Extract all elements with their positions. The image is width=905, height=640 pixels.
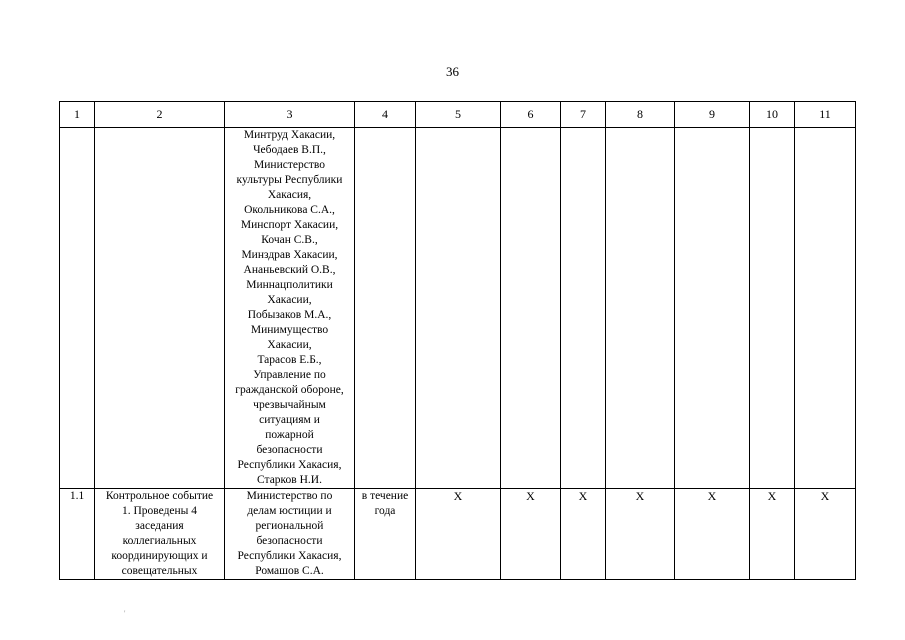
cell-line: чрезвычайным [253, 399, 326, 411]
column-header-10: 10 [750, 102, 795, 128]
column-header-3: 3 [225, 102, 355, 128]
cell-line: Окольникова С.А., [244, 204, 335, 216]
cell-line: культуры Республики [236, 174, 343, 186]
mark-cell-9: X [675, 489, 750, 580]
mark-cell-8: X [606, 489, 675, 580]
cell-line: Побызаков М.А., [247, 309, 332, 321]
column-header-1: 1 [60, 102, 95, 128]
responsible-cell [225, 489, 355, 580]
cell-line: 1. Проведены 4 [121, 505, 198, 517]
cell-line: Тарасов Е.Б., [257, 354, 322, 366]
mark-cell-8 [606, 128, 675, 489]
mark-cell-6 [501, 128, 561, 489]
header-row [60, 102, 856, 128]
cell-line: совещательных [121, 565, 198, 577]
table-row [60, 128, 856, 489]
column-header-7: 7 [561, 102, 606, 128]
cell-line: Минздрав Хакасии, [241, 249, 338, 261]
cell-line: гражданской обороне, [235, 384, 344, 396]
mark-cell-10 [750, 128, 795, 489]
mark-cell-5 [416, 128, 501, 489]
cell-line: Минтруд Хакасии, [243, 129, 336, 141]
cell-line: в течение [361, 490, 409, 502]
cell-line: Минспорт Хакасии, [240, 219, 339, 231]
cell-line: Республики Хакасия, [237, 459, 342, 471]
cell-line: Ананьевский О.В., [243, 264, 336, 276]
mark-cell-11 [795, 128, 856, 489]
column-header-9: 9 [675, 102, 750, 128]
page-number: 36 [446, 64, 459, 79]
table-row [60, 489, 856, 580]
cell-line: заседания [135, 520, 184, 532]
mark-cell-10: X [750, 489, 795, 580]
cell-line: Чебодаев В.П., [253, 144, 326, 156]
cell-line: Министерство [254, 159, 325, 171]
cell-line: Министерство по [246, 490, 333, 502]
cell-line: Кочан С.В., [261, 234, 318, 246]
cell-line: коллегиальных [122, 535, 197, 547]
cell-line: координирующих и [111, 550, 208, 562]
cell-line: Управление по [253, 369, 326, 381]
cell-line: ситуациям и [259, 414, 320, 426]
column-header-8: 8 [606, 102, 675, 128]
column-header-11: 11 [795, 102, 856, 128]
cell-line: Миннацполитики [246, 279, 333, 291]
cell-line: Ромашов С.А. [255, 565, 324, 577]
cell-line: Хакасия, [267, 189, 312, 201]
row-number-cell [60, 128, 95, 489]
column-header-2: 2 [95, 102, 225, 128]
deadline-cell [355, 128, 416, 489]
cell-line: безопасности [256, 535, 323, 547]
deadline-cell [355, 489, 416, 580]
responsible-cell [225, 128, 355, 489]
mark-cell-9 [675, 128, 750, 489]
cell-line: Контрольное событие [105, 490, 214, 502]
cell-line: Минимущество [250, 324, 329, 336]
cell-line: Республики Хакасия, [237, 550, 342, 562]
mark-cell-5: X [416, 489, 501, 580]
column-header-6: 6 [501, 102, 561, 128]
cell-line: Хакасии, [267, 294, 312, 306]
mark-cell-11: X [795, 489, 856, 580]
cell-line: Хакасии, [267, 339, 312, 351]
mark-cell-7: X [561, 489, 606, 580]
column-header-5: 5 [416, 102, 501, 128]
cell-line: Старков Н.И. [257, 474, 322, 486]
cell-line: безопасности [256, 444, 323, 456]
event-cell [95, 489, 225, 580]
plan-table [59, 101, 856, 580]
event-cell [95, 128, 225, 489]
cell-line: региональной [255, 520, 324, 532]
cell-line: пожарной [265, 429, 314, 441]
mark-cell-7 [561, 128, 606, 489]
column-header-4: 4 [355, 102, 416, 128]
cell-line: года [374, 505, 396, 517]
row-number-cell: 1.1 [60, 489, 95, 580]
scan-mark: ' [124, 609, 126, 618]
cell-line: делам юстиции и [247, 505, 332, 517]
mark-cell-6: X [501, 489, 561, 580]
